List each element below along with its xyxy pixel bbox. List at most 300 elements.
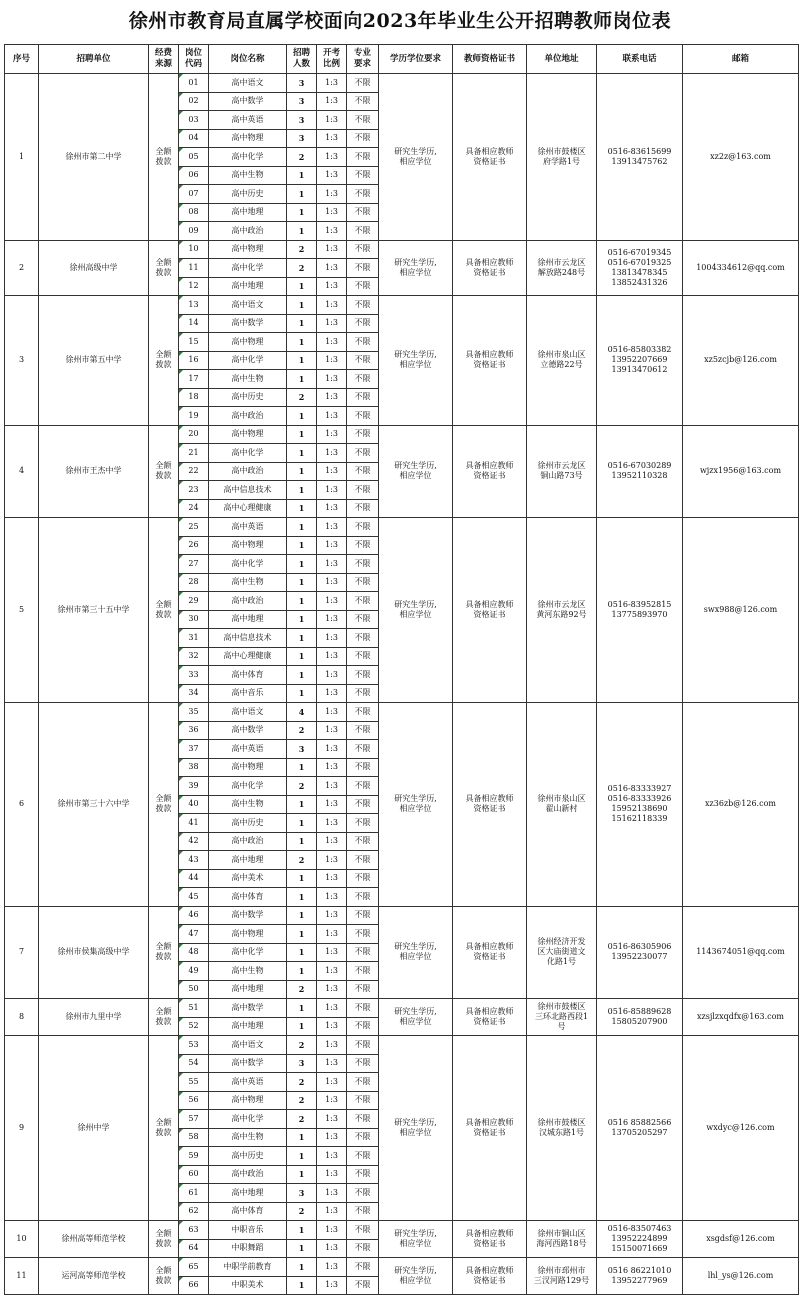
table-row — [5, 74, 799, 93]
cell-email: xz36zb@126.com — [683, 703, 799, 907]
cell-count: 1 — [287, 573, 317, 592]
cell-ratio: 1:3 — [317, 740, 347, 759]
cell-funding: 全额 拨款 — [149, 1221, 179, 1258]
cell-code: 65 — [179, 1258, 209, 1277]
cell-education: 研究生学历, 相应学位 — [379, 906, 453, 999]
cell-ratio: 1:3 — [317, 1184, 347, 1203]
cell-code: 15 — [179, 333, 209, 352]
cell-code: 14 — [179, 314, 209, 333]
cell-major: 不限 — [347, 610, 379, 629]
cell-major: 不限 — [347, 1184, 379, 1203]
cell-count: 2 — [287, 1110, 317, 1129]
cell-major: 不限 — [347, 1258, 379, 1277]
cell-ratio: 1:3 — [317, 999, 347, 1018]
cell-post: 高中历史 — [209, 814, 287, 833]
cell-count: 1 — [287, 518, 317, 537]
cell-address: 徐州经济开发 区大庙街道文 化路1号 — [527, 906, 597, 999]
cell-ratio: 1:3 — [317, 166, 347, 185]
cell-post: 高中生物 — [209, 370, 287, 389]
cell-code: 01 — [179, 74, 209, 93]
cell-code: 36 — [179, 721, 209, 740]
cell-major: 不限 — [347, 647, 379, 666]
cell-count: 3 — [287, 1054, 317, 1073]
cell-address: 徐州市邳州市 三汊河路129号 — [527, 1258, 597, 1295]
cell-ratio: 1:3 — [317, 1276, 347, 1295]
cell-count: 1 — [287, 185, 317, 204]
cell-education: 研究生学历, 相应学位 — [379, 703, 453, 907]
cell-major: 不限 — [347, 314, 379, 333]
cell-code: 51 — [179, 999, 209, 1018]
cell-code: 45 — [179, 888, 209, 907]
cell-seq: 4 — [5, 425, 39, 518]
cell-funding: 全额 拨款 — [149, 296, 179, 426]
cell-ratio: 1:3 — [317, 388, 347, 407]
cell-major: 不限 — [347, 203, 379, 222]
cell-count: 2 — [287, 777, 317, 796]
cell-post: 高中政治 — [209, 222, 287, 241]
cell-ratio: 1:3 — [317, 980, 347, 999]
page-title: 徐州市教育局直属学校面向2023年毕业生公开招聘教师岗位表 — [128, 10, 672, 32]
cell-code: 58 — [179, 1128, 209, 1147]
cell-post: 中职学前教育 — [209, 1258, 287, 1277]
cell-post: 高中政治 — [209, 592, 287, 611]
cell-post: 高中政治 — [209, 832, 287, 851]
cell-address: 徐州市泉山区 立德路22号 — [527, 296, 597, 426]
cell-phone: 0516-83333927 0516-83333926 15952138690 15162118339 — [597, 703, 683, 907]
cell-count: 3 — [287, 1184, 317, 1203]
cell-unit: 运河高等师范学校 — [39, 1258, 149, 1295]
cell-code: 05 — [179, 148, 209, 167]
cell-unit: 徐州市九里中学 — [39, 999, 149, 1036]
cell-major: 不限 — [347, 999, 379, 1018]
cell-phone: 0516-85889628 15805207900 — [597, 999, 683, 1036]
header-address: 单位地址 — [527, 45, 597, 74]
cell-email: wjzx1956@163.com — [683, 425, 799, 518]
cell-count: 1 — [287, 296, 317, 315]
cell-major: 不限 — [347, 721, 379, 740]
cell-major: 不限 — [347, 758, 379, 777]
cell-education: 研究生学历, 相应学位 — [379, 1221, 453, 1258]
cell-count: 1 — [287, 314, 317, 333]
cell-funding: 全额 拨款 — [149, 703, 179, 907]
cell-ratio: 1:3 — [317, 1202, 347, 1221]
cell-major: 不限 — [347, 925, 379, 944]
cell-code: 32 — [179, 647, 209, 666]
cell-major: 不限 — [347, 869, 379, 888]
cell-ratio: 1:3 — [317, 943, 347, 962]
cell-ratio: 1:3 — [317, 832, 347, 851]
cell-code: 38 — [179, 758, 209, 777]
cell-email: xsgdsf@126.com — [683, 1221, 799, 1258]
cell-post: 高中生物 — [209, 166, 287, 185]
header-education: 学历学位要求 — [379, 45, 453, 74]
cell-post: 高中信息技术 — [209, 481, 287, 500]
table-row — [5, 1258, 799, 1277]
cell-ratio: 1:3 — [317, 962, 347, 981]
cell-major: 不限 — [347, 684, 379, 703]
cell-code: 22 — [179, 462, 209, 481]
cell-ratio: 1:3 — [317, 518, 347, 537]
cell-funding: 全额 拨款 — [149, 74, 179, 241]
cell-phone: 0516 85882566 13705205297 — [597, 1036, 683, 1221]
header-phone: 联系电话 — [597, 45, 683, 74]
cell-post: 中职音乐 — [209, 1221, 287, 1240]
cell-post: 高中体育 — [209, 666, 287, 685]
cell-post: 高中生物 — [209, 795, 287, 814]
cell-count: 1 — [287, 481, 317, 500]
cell-email: 1143674051@qq.com — [683, 906, 799, 999]
cell-major: 不限 — [347, 333, 379, 352]
cell-qualification: 具备相应教师 资格证书 — [453, 1036, 527, 1221]
cell-code: 53 — [179, 1036, 209, 1055]
cell-major: 不限 — [347, 185, 379, 204]
cell-count: 1 — [287, 499, 317, 518]
cell-post: 高中化学 — [209, 555, 287, 574]
cell-phone: 0516-67019345 0516-67019325 13813478345 13852431326 — [597, 240, 683, 296]
cell-code: 26 — [179, 536, 209, 555]
cell-count: 1 — [287, 444, 317, 463]
cell-major: 不限 — [347, 666, 379, 685]
cell-unit: 徐州高级中学 — [39, 240, 149, 296]
cell-education: 研究生学历, 相应学位 — [379, 425, 453, 518]
cell-code: 43 — [179, 851, 209, 870]
cell-code: 42 — [179, 832, 209, 851]
cell-qualification: 具备相应教师 资格证书 — [453, 1258, 527, 1295]
cell-post: 高中地理 — [209, 203, 287, 222]
cell-code: 07 — [179, 185, 209, 204]
cell-unit: 徐州市第二中学 — [39, 74, 149, 241]
cell-ratio: 1:3 — [317, 499, 347, 518]
cell-major: 不限 — [347, 906, 379, 925]
recruitment-table — [4, 44, 799, 1295]
cell-post: 高中物理 — [209, 925, 287, 944]
cell-ratio: 1:3 — [317, 703, 347, 722]
cell-address: 徐州市鼓楼区 汉城东路1号 — [527, 1036, 597, 1221]
cell-ratio: 1:3 — [317, 222, 347, 241]
cell-code: 41 — [179, 814, 209, 833]
cell-post: 高中物理 — [209, 333, 287, 352]
cell-code: 37 — [179, 740, 209, 759]
cell-code: 31 — [179, 629, 209, 648]
cell-post: 高中化学 — [209, 259, 287, 278]
cell-count: 1 — [287, 462, 317, 481]
cell-ratio: 1:3 — [317, 74, 347, 93]
cell-post: 高中物理 — [209, 758, 287, 777]
header-count: 招聘 人数 — [287, 45, 317, 74]
cell-code: 25 — [179, 518, 209, 537]
cell-ratio: 1:3 — [317, 869, 347, 888]
cell-major: 不限 — [347, 888, 379, 907]
cell-count: 3 — [287, 129, 317, 148]
cell-education: 研究生学历, 相应学位 — [379, 296, 453, 426]
cell-count: 1 — [287, 814, 317, 833]
cell-ratio: 1:3 — [317, 1110, 347, 1129]
cell-ratio: 1:3 — [317, 1036, 347, 1055]
cell-funding: 全额 拨款 — [149, 240, 179, 296]
cell-ratio: 1:3 — [317, 481, 347, 500]
cell-post: 高中英语 — [209, 1073, 287, 1092]
cell-code: 52 — [179, 1017, 209, 1036]
cell-qualification: 具备相应教师 资格证书 — [453, 906, 527, 999]
cell-major: 不限 — [347, 1036, 379, 1055]
cell-code: 64 — [179, 1239, 209, 1258]
cell-major: 不限 — [347, 943, 379, 962]
cell-qualification: 具备相应教师 资格证书 — [453, 999, 527, 1036]
table-row — [5, 425, 799, 444]
table-row — [5, 906, 799, 925]
cell-major: 不限 — [347, 129, 379, 148]
cell-count: 1 — [287, 758, 317, 777]
cell-count: 1 — [287, 999, 317, 1018]
cell-unit: 徐州市王杰中学 — [39, 425, 149, 518]
cell-major: 不限 — [347, 1091, 379, 1110]
cell-post: 高中政治 — [209, 462, 287, 481]
cell-post: 高中数学 — [209, 1054, 287, 1073]
cell-address: 徐州市鼓楼区 三环北路西段1 号 — [527, 999, 597, 1036]
cell-post: 高中政治 — [209, 1165, 287, 1184]
cell-code: 09 — [179, 222, 209, 241]
cell-post: 高中地理 — [209, 1017, 287, 1036]
cell-ratio: 1:3 — [317, 721, 347, 740]
cell-ratio: 1:3 — [317, 296, 347, 315]
cell-ratio: 1:3 — [317, 314, 347, 333]
cell-seq: 5 — [5, 518, 39, 703]
cell-major: 不限 — [347, 851, 379, 870]
cell-email: xz5zcjb@126.com — [683, 296, 799, 426]
cell-count: 1 — [287, 1147, 317, 1166]
cell-count: 1 — [287, 277, 317, 296]
cell-qualification: 具备相应教师 资格证书 — [453, 518, 527, 703]
cell-education: 研究生学历, 相应学位 — [379, 1258, 453, 1295]
cell-count: 2 — [287, 240, 317, 259]
cell-count: 1 — [287, 536, 317, 555]
cell-code: 61 — [179, 1184, 209, 1203]
cell-code: 59 — [179, 1147, 209, 1166]
cell-post: 中职美术 — [209, 1276, 287, 1295]
cell-count: 1 — [287, 1258, 317, 1277]
header-ratio: 开考 比例 — [317, 45, 347, 74]
cell-qualification: 具备相应教师 资格证书 — [453, 74, 527, 241]
cell-ratio: 1:3 — [317, 647, 347, 666]
cell-ratio: 1:3 — [317, 240, 347, 259]
cell-post: 高中地理 — [209, 980, 287, 999]
cell-ratio: 1:3 — [317, 1128, 347, 1147]
cell-count: 1 — [287, 166, 317, 185]
cell-major: 不限 — [347, 1276, 379, 1295]
cell-ratio: 1:3 — [317, 906, 347, 925]
cell-ratio: 1:3 — [317, 407, 347, 426]
header-email: 邮箱 — [683, 45, 799, 74]
table-body — [5, 74, 799, 1295]
cell-funding: 全额 拨款 — [149, 1036, 179, 1221]
cell-code: 47 — [179, 925, 209, 944]
cell-count: 1 — [287, 1276, 317, 1295]
cell-code: 27 — [179, 555, 209, 574]
cell-ratio: 1:3 — [317, 1054, 347, 1073]
cell-count: 1 — [287, 906, 317, 925]
cell-major: 不限 — [347, 462, 379, 481]
cell-funding: 全额 拨款 — [149, 425, 179, 518]
cell-count: 2 — [287, 259, 317, 278]
cell-funding: 全额 拨款 — [149, 1258, 179, 1295]
cell-post: 高中化学 — [209, 943, 287, 962]
cell-post: 高中心理健康 — [209, 647, 287, 666]
cell-ratio: 1:3 — [317, 1258, 347, 1277]
cell-major: 不限 — [347, 777, 379, 796]
cell-ratio: 1:3 — [317, 1147, 347, 1166]
table-row — [5, 240, 799, 259]
cell-code: 30 — [179, 610, 209, 629]
cell-phone: 0516-83952815 13775893970 — [597, 518, 683, 703]
cell-count: 1 — [287, 666, 317, 685]
cell-code: 63 — [179, 1221, 209, 1240]
cell-count: 1 — [287, 1128, 317, 1147]
cell-ratio: 1:3 — [317, 925, 347, 944]
cell-qualification: 具备相应教师 资格证书 — [453, 703, 527, 907]
cell-code: 24 — [179, 499, 209, 518]
cell-code: 11 — [179, 259, 209, 278]
cell-count: 2 — [287, 148, 317, 167]
cell-count: 3 — [287, 74, 317, 93]
cell-post: 高中地理 — [209, 277, 287, 296]
cell-major: 不限 — [347, 536, 379, 555]
cell-post: 高中历史 — [209, 185, 287, 204]
cell-ratio: 1:3 — [317, 444, 347, 463]
cell-seq: 7 — [5, 906, 39, 999]
cell-post: 高中物理 — [209, 425, 287, 444]
cell-ratio: 1:3 — [317, 185, 347, 204]
cell-post: 高中数学 — [209, 92, 287, 111]
cell-address: 徐州市泉山区 翟山新村 — [527, 703, 597, 907]
table-row — [5, 518, 799, 537]
cell-funding: 全额 拨款 — [149, 906, 179, 999]
cell-count: 1 — [287, 1165, 317, 1184]
cell-major: 不限 — [347, 148, 379, 167]
cell-code: 04 — [179, 129, 209, 148]
cell-major: 不限 — [347, 592, 379, 611]
cell-post: 高中语文 — [209, 296, 287, 315]
cell-major: 不限 — [347, 1073, 379, 1092]
cell-seq: 6 — [5, 703, 39, 907]
cell-major: 不限 — [347, 74, 379, 93]
cell-major: 不限 — [347, 1017, 379, 1036]
cell-post: 高中信息技术 — [209, 629, 287, 648]
cell-post: 高中地理 — [209, 851, 287, 870]
cell-code: 06 — [179, 166, 209, 185]
cell-post: 高中历史 — [209, 388, 287, 407]
cell-major: 不限 — [347, 259, 379, 278]
cell-code: 54 — [179, 1054, 209, 1073]
cell-major: 不限 — [347, 555, 379, 574]
cell-ratio: 1:3 — [317, 573, 347, 592]
cell-major: 不限 — [347, 1128, 379, 1147]
cell-major: 不限 — [347, 481, 379, 500]
cell-major: 不限 — [347, 1110, 379, 1129]
cell-major: 不限 — [347, 240, 379, 259]
cell-unit: 徐州市侯集高级中学 — [39, 906, 149, 999]
cell-ratio: 1:3 — [317, 555, 347, 574]
cell-major: 不限 — [347, 962, 379, 981]
cell-post: 高中化学 — [209, 1110, 287, 1129]
cell-major: 不限 — [347, 277, 379, 296]
cell-phone: 0516-67030289 13952110328 — [597, 425, 683, 518]
cell-email: xzsjlzxqdfx@163.com — [683, 999, 799, 1036]
cell-count: 2 — [287, 388, 317, 407]
cell-code: 40 — [179, 795, 209, 814]
cell-code: 39 — [179, 777, 209, 796]
cell-count: 2 — [287, 980, 317, 999]
cell-post: 高中政治 — [209, 407, 287, 426]
cell-count: 3 — [287, 740, 317, 759]
cell-code: 56 — [179, 1091, 209, 1110]
header-seq: 序号 — [5, 45, 39, 74]
cell-major: 不限 — [347, 444, 379, 463]
cell-ratio: 1:3 — [317, 370, 347, 389]
cell-address: 徐州市云龙区 铜山路73号 — [527, 425, 597, 518]
cell-post: 高中英语 — [209, 518, 287, 537]
table-row — [5, 1036, 799, 1055]
cell-major: 不限 — [347, 795, 379, 814]
cell-major: 不限 — [347, 629, 379, 648]
cell-code: 49 — [179, 962, 209, 981]
cell-code: 21 — [179, 444, 209, 463]
cell-address: 徐州市铜山区 海河西路18号 — [527, 1221, 597, 1258]
cell-ratio: 1:3 — [317, 758, 347, 777]
cell-count: 2 — [287, 1073, 317, 1092]
cell-post: 高中化学 — [209, 351, 287, 370]
cell-ratio: 1:3 — [317, 462, 347, 481]
cell-post: 高中物理 — [209, 1091, 287, 1110]
cell-count: 1 — [287, 832, 317, 851]
cell-seq: 1 — [5, 74, 39, 241]
cell-qualification: 具备相应教师 资格证书 — [453, 296, 527, 426]
cell-count: 1 — [287, 370, 317, 389]
cell-seq: 10 — [5, 1221, 39, 1258]
cell-ratio: 1:3 — [317, 1017, 347, 1036]
cell-education: 研究生学历, 相应学位 — [379, 74, 453, 241]
cell-ratio: 1:3 — [317, 684, 347, 703]
cell-education: 研究生学历, 相应学位 — [379, 240, 453, 296]
cell-post: 高中物理 — [209, 129, 287, 148]
cell-count: 4 — [287, 703, 317, 722]
cell-post: 高中语文 — [209, 1036, 287, 1055]
cell-count: 1 — [287, 1221, 317, 1240]
cell-major: 不限 — [347, 740, 379, 759]
cell-ratio: 1:3 — [317, 148, 347, 167]
cell-post: 中职舞蹈 — [209, 1239, 287, 1258]
cell-post: 高中生物 — [209, 1128, 287, 1147]
cell-ratio: 1:3 — [317, 351, 347, 370]
cell-count: 1 — [287, 1017, 317, 1036]
cell-major: 不限 — [347, 425, 379, 444]
cell-phone: 0516 86221010 13952277969 — [597, 1258, 683, 1295]
cell-count: 1 — [287, 925, 317, 944]
cell-code: 29 — [179, 592, 209, 611]
cell-post: 高中历史 — [209, 1147, 287, 1166]
cell-code: 62 — [179, 1202, 209, 1221]
table-row — [5, 1221, 799, 1240]
cell-seq: 2 — [5, 240, 39, 296]
cell-code: 16 — [179, 351, 209, 370]
cell-education: 研究生学历, 相应学位 — [379, 518, 453, 703]
cell-code: 46 — [179, 906, 209, 925]
table-row — [5, 703, 799, 722]
cell-post: 高中生物 — [209, 962, 287, 981]
cell-email: wxdyc@126.com — [683, 1036, 799, 1221]
cell-code: 48 — [179, 943, 209, 962]
cell-count: 1 — [287, 203, 317, 222]
cell-count: 1 — [287, 407, 317, 426]
